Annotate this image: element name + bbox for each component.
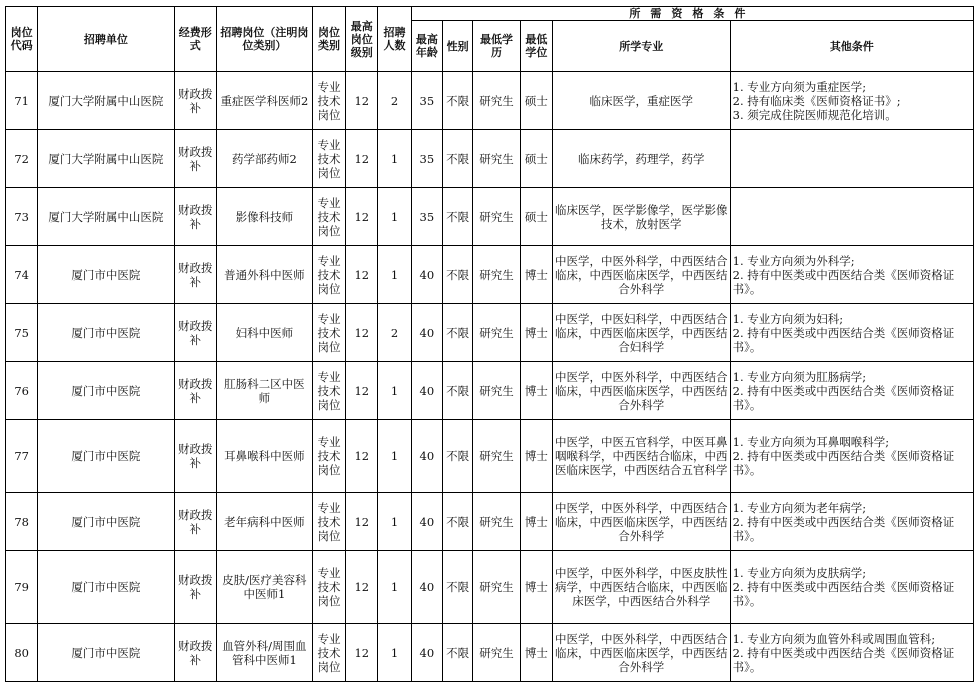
- cell-unit: 厦门市中医院: [38, 420, 174, 493]
- header-major: 所学专业: [552, 21, 730, 72]
- table-row: [6, 246, 974, 304]
- table-row: [6, 362, 974, 420]
- header-unit: 招聘单位: [38, 7, 174, 72]
- other-condition-line: 2. 持有中医类或中西医结合类《医师资格证书》。: [732, 645, 955, 674]
- cell-count: 1: [378, 493, 411, 551]
- cell-major: 临床医学，医学影像学，医学影像技术，放射医学: [552, 188, 730, 246]
- cell-gender: 不限: [442, 188, 472, 246]
- cell-count: 1: [378, 246, 411, 304]
- cell-level: 12: [346, 420, 378, 493]
- cell-code: 72: [6, 130, 38, 188]
- cell-unit: 厦门市中医院: [38, 362, 174, 420]
- cell-code: 75: [6, 304, 38, 362]
- header-other: 其他条件: [730, 21, 973, 72]
- other-condition-line: 2. 持有中医类或中西医结合类《医师资格证书》。: [732, 514, 955, 543]
- cell-level: 12: [346, 362, 378, 420]
- cell-age: 35: [411, 72, 442, 130]
- cell-education: 研究生: [473, 362, 520, 420]
- cell-category: 专业技术岗位: [312, 362, 345, 420]
- header-level: 最高岗位级别: [346, 7, 378, 72]
- cell-degree: 博士: [520, 304, 552, 362]
- table-row: [6, 130, 974, 188]
- cell-gender: 不限: [442, 624, 472, 682]
- cell-other: [730, 624, 973, 682]
- cell-funding: 财政拨补: [174, 246, 216, 304]
- cell-level: 12: [346, 304, 378, 362]
- other-condition-line: 2. 持有中医类或中西医结合类《医师资格证书》。: [732, 383, 955, 412]
- cell-major: 中医学，中医外科学，中医皮肤性病学，中西医结合临床，中西医临床医学，中西医结合外科学: [552, 551, 730, 624]
- cell-gender: 不限: [442, 304, 472, 362]
- cell-other: [730, 188, 973, 246]
- cell-other: [730, 246, 973, 304]
- cell-category: 专业技术岗位: [312, 304, 345, 362]
- cell-post: 耳鼻喉科中医师: [216, 420, 312, 493]
- cell-level: 12: [346, 72, 378, 130]
- cell-gender: 不限: [442, 420, 472, 493]
- cell-degree: 硕士: [520, 130, 552, 188]
- cell-other: [730, 551, 973, 624]
- cell-age: 40: [411, 304, 442, 362]
- cell-age: 40: [411, 420, 442, 493]
- cell-funding: 财政拨补: [174, 72, 216, 130]
- header-count: 招聘人数: [378, 7, 411, 72]
- cell-other: [730, 420, 973, 493]
- cell-degree: 硕士: [520, 188, 552, 246]
- cell-post: 血管外科/周围血管科中医师1: [216, 624, 312, 682]
- cell-category: 专业技术岗位: [312, 551, 345, 624]
- cell-post: 影像科技师: [216, 188, 312, 246]
- cell-category: 专业技术岗位: [312, 493, 345, 551]
- cell-education: 研究生: [473, 551, 520, 624]
- other-condition-line: 2. 持有临床类《医师资格证书》;: [732, 93, 901, 108]
- cell-level: 12: [346, 493, 378, 551]
- cell-funding: 财政拨补: [174, 188, 216, 246]
- cell-education: 研究生: [473, 420, 520, 493]
- cell-post: 老年病科中医师: [216, 493, 312, 551]
- other-condition-line: 1. 专业方向须为耳鼻咽喉科学;: [732, 435, 890, 449]
- cell-age: 40: [411, 362, 442, 420]
- cell-post: 重症医学科医师2: [216, 72, 312, 130]
- cell-category: 专业技术岗位: [312, 130, 345, 188]
- cell-unit: 厦门市中医院: [38, 246, 174, 304]
- cell-code: 71: [6, 72, 38, 130]
- other-condition-line: 3. 须完成住院医师规范化培训。: [732, 107, 897, 122]
- cell-other: [730, 130, 973, 188]
- cell-unit: 厦门大学附属中山医院: [38, 188, 174, 246]
- other-condition-line: 2. 持有中医类或中西医结合类《医师资格证书》。: [732, 325, 955, 354]
- cell-major: 中医学，中医外科学，中西医结合临床，中西医临床医学，中西医结合外科学: [552, 246, 730, 304]
- header-conditions-group: 所需资格条件: [411, 7, 973, 21]
- cell-code: 80: [6, 624, 38, 682]
- cell-major: 中医学，中医外科学，中西医结合临床，中西医临床医学，中西医结合外科学: [552, 362, 730, 420]
- other-condition-line: 1. 专业方向须为老年病学;: [732, 500, 867, 515]
- header-funding: 经费形式: [174, 7, 216, 72]
- cell-count: 2: [378, 72, 411, 130]
- cell-major: 中医学，中医外科学，中西医结合临床，中西医临床医学，中西医结合外科学: [552, 624, 730, 682]
- cell-funding: 财政拨补: [174, 362, 216, 420]
- cell-level: 12: [346, 188, 378, 246]
- header-degree: 最低学位: [520, 21, 552, 72]
- table-row: [6, 624, 974, 682]
- cell-funding: 财政拨补: [174, 304, 216, 362]
- cell-count: 1: [378, 130, 411, 188]
- other-condition-line: 2. 持有中医类或中西医结合类《医师资格证书》。: [732, 267, 955, 296]
- header-category: 岗位类别: [312, 7, 345, 72]
- other-condition-line: 2. 持有中医类或中西医结合类《医师资格证书》。: [732, 580, 955, 608]
- cell-count: 1: [378, 362, 411, 420]
- cell-education: 研究生: [473, 72, 520, 130]
- cell-level: 12: [346, 624, 378, 682]
- cell-gender: 不限: [442, 551, 472, 624]
- cell-age: 40: [411, 624, 442, 682]
- cell-gender: 不限: [442, 130, 472, 188]
- cell-count: 1: [378, 188, 411, 246]
- table-row: [6, 420, 974, 493]
- cell-level: 12: [346, 246, 378, 304]
- table-body: [6, 72, 974, 682]
- cell-code: 77: [6, 420, 38, 493]
- cell-major: 临床医学，重症医学: [552, 72, 730, 130]
- other-condition-line: 1. 专业方向须为肛肠病学;: [732, 369, 867, 384]
- header-gender: 性别: [442, 21, 472, 72]
- other-condition-line: 2. 持有中医类或中西医结合类《医师资格证书》。: [732, 449, 955, 477]
- cell-unit: 厦门市中医院: [38, 304, 174, 362]
- cell-education: 研究生: [473, 624, 520, 682]
- cell-category: 专业技术岗位: [312, 72, 345, 130]
- cell-funding: 财政拨补: [174, 130, 216, 188]
- cell-code: 79: [6, 551, 38, 624]
- cell-degree: 博士: [520, 362, 552, 420]
- cell-unit: 厦门大学附属中山医院: [38, 130, 174, 188]
- header-education: 最低学历: [473, 21, 520, 72]
- cell-degree: 博士: [520, 493, 552, 551]
- header-code: 岗位代码: [6, 7, 38, 72]
- cell-post: 普通外科中医师: [216, 246, 312, 304]
- document-page: [5, 6, 974, 682]
- cell-major: 中医学，中医外科学，中西医结合临床，中西医临床医学，中西医结合外科学: [552, 493, 730, 551]
- cell-level: 12: [346, 130, 378, 188]
- cell-funding: 财政拨补: [174, 551, 216, 624]
- cell-post: 妇科中医师: [216, 304, 312, 362]
- cell-count: 1: [378, 624, 411, 682]
- cell-category: 专业技术岗位: [312, 420, 345, 493]
- cell-age: 40: [411, 493, 442, 551]
- cell-post: 肛肠科二区中医师: [216, 362, 312, 420]
- table-row: [6, 551, 974, 624]
- cell-age: 35: [411, 188, 442, 246]
- cell-code: 74: [6, 246, 38, 304]
- cell-post: 皮肤/医疗美容科中医师1: [216, 551, 312, 624]
- other-condition-line: 1. 专业方向须为外科学;: [732, 253, 855, 268]
- cell-other: [730, 72, 973, 130]
- header-age: 最高年龄: [411, 21, 442, 72]
- cell-post: 药学部药师2: [216, 130, 312, 188]
- cell-code: 78: [6, 493, 38, 551]
- other-condition-line: 1. 专业方向须为皮肤病学;: [732, 566, 867, 580]
- cell-age: 40: [411, 551, 442, 624]
- other-condition-line: 1. 专业方向须为血管外科或周围血管科;: [732, 631, 936, 646]
- table-row: [6, 188, 974, 246]
- cell-major: 中医学，中医五官科学，中医耳鼻咽喉科学，中西医结合临床，中西医临床医学，中西医结合五官科学: [552, 420, 730, 493]
- cell-unit: 厦门市中医院: [38, 551, 174, 624]
- table-row: [6, 304, 974, 362]
- cell-other: [730, 304, 973, 362]
- cell-gender: 不限: [442, 362, 472, 420]
- other-condition-line: 1. 专业方向须为妇科;: [732, 311, 844, 326]
- cell-unit: 厦门大学附属中山医院: [38, 72, 174, 130]
- cell-degree: 博士: [520, 551, 552, 624]
- cell-gender: 不限: [442, 493, 472, 551]
- cell-gender: 不限: [442, 246, 472, 304]
- header-post: 招聘岗位（注明岗位类别）: [216, 7, 312, 72]
- cell-degree: 博士: [520, 624, 552, 682]
- cell-category: 专业技术岗位: [312, 188, 345, 246]
- cell-code: 76: [6, 362, 38, 420]
- table-row: [6, 493, 974, 551]
- cell-other: [730, 362, 973, 420]
- cell-funding: 财政拨补: [174, 493, 216, 551]
- cell-education: 研究生: [473, 493, 520, 551]
- cell-gender: 不限: [442, 72, 472, 130]
- cell-major: 中医学，中医妇科学，中西医结合临床，中西医临床医学，中西医结合妇科学: [552, 304, 730, 362]
- cell-education: 研究生: [473, 304, 520, 362]
- cell-degree: 硕士: [520, 72, 552, 130]
- table-header: [6, 7, 974, 72]
- cell-education: 研究生: [473, 130, 520, 188]
- cell-other: [730, 493, 973, 551]
- cell-category: 专业技术岗位: [312, 624, 345, 682]
- cell-code: 73: [6, 188, 38, 246]
- recruitment-table: [5, 6, 974, 682]
- cell-unit: 厦门市中医院: [38, 493, 174, 551]
- cell-education: 研究生: [473, 188, 520, 246]
- cell-major: 临床药学，药理学，药学: [552, 130, 730, 188]
- other-condition-line: 1. 专业方向须为重症医学;: [732, 79, 867, 94]
- cell-unit: 厦门市中医院: [38, 624, 174, 682]
- cell-age: 40: [411, 246, 442, 304]
- cell-count: 2: [378, 304, 411, 362]
- cell-category: 专业技术岗位: [312, 246, 345, 304]
- cell-funding: 财政拨补: [174, 420, 216, 493]
- cell-degree: 博士: [520, 420, 552, 493]
- cell-count: 1: [378, 551, 411, 624]
- cell-funding: 财政拨补: [174, 624, 216, 682]
- cell-degree: 博士: [520, 246, 552, 304]
- cell-level: 12: [346, 551, 378, 624]
- cell-education: 研究生: [473, 246, 520, 304]
- cell-age: 35: [411, 130, 442, 188]
- table-row: [6, 72, 974, 130]
- cell-count: 1: [378, 420, 411, 493]
